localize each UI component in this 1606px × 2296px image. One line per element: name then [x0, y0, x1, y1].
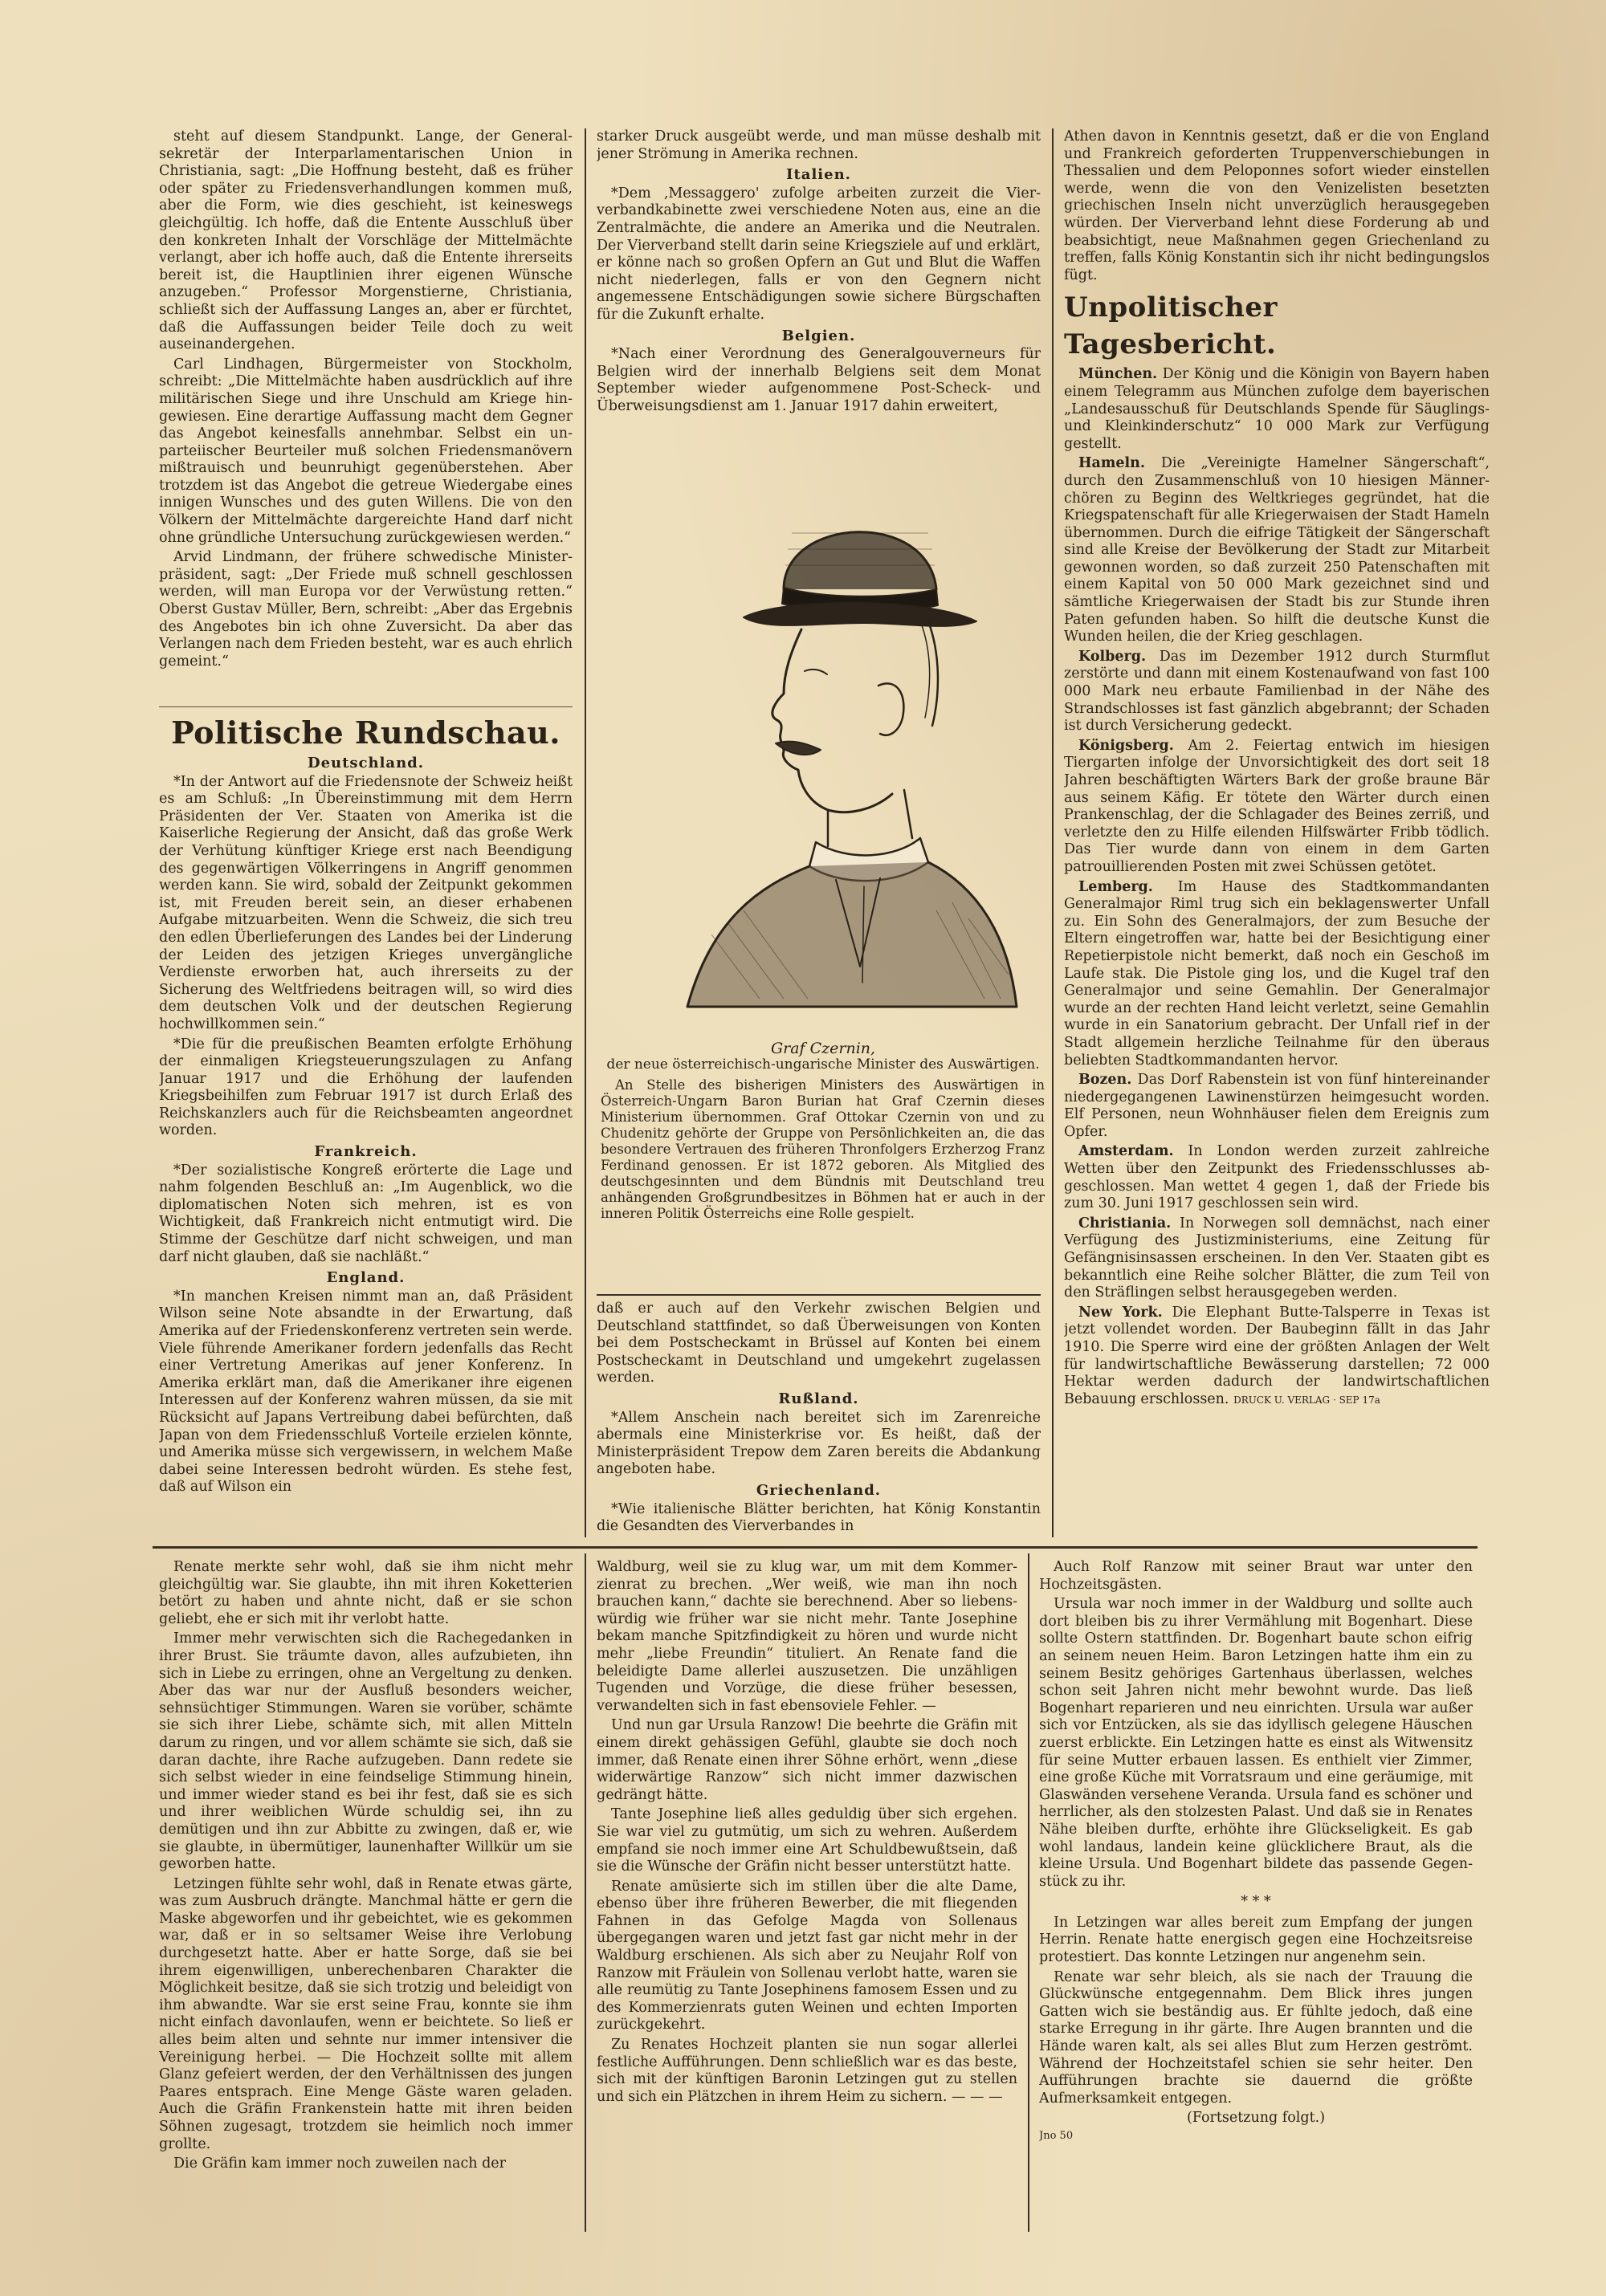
column-rule-lower-left — [585, 1553, 586, 2232]
caption-name: Graf Czernin, — [770, 1040, 876, 1057]
middle-column-bottom — [597, 1301, 1041, 1541]
right-column-top — [1064, 128, 1490, 1541]
section-russland: Rußland. — [778, 1390, 859, 1407]
novel-paragraph: Letzingen fühlte sehr wohl, daß in Renate etwas gärte, was zum Ausbruch drängte. Manchmal hätte er gern die Maske abgeworfen und ihr gebeichtet, wie es gekommen war, daß er in so seltsamer Weise ihre Verlobung durchgesetzt hatte. Aber er hatte Sorge, daß sie bei ihrem eigenwilligen, unberechenbaren Charakter die Möglichkeit besitze, daß sie sich trotzig und beleidigt von ihm abwandte. War sie erst seine Frau, konnte sie ihm nicht einfach davonlaufen, wenn er beichtete. So ließ er alles beim alten und sehnte nur immer intensiver die Vereinigung herbei. — Die Hochzeit sollte mit allem Glanz gefeiert werden, der den Verhältnissen des jungen Paares entsprach. Eine Menge Gäste waren geladen. Auch die Gräfin Frankenstein hatte mit ihren beiden Söhnen zugesagt, trotzdem sie heimlich noch immer grollte. — [159, 1875, 573, 2152]
news-place: Lemberg. — [1078, 878, 1153, 895]
article-paragraph: *Wie italienische Blätter berichten, hat König Konstantin die Gesandten des Vierverbandes in — [597, 1500, 1041, 1535]
section-divider — [153, 1546, 1478, 1549]
article-paragraph: daß er auch auf den Verkehr zwischen Belgien und Deutschland stattfindet, so daß Überweisungen von Konten bei dem Postscheckamt in Brüssel auf Konten bei einem Postscheckamt in Deutschland und umgekehrt zugelassen werden. — [597, 1301, 1041, 1386]
left-rule — [159, 706, 573, 707]
caption-title: der neue österreichisch-ungarische Minister des Auswärtigen. — [606, 1056, 1040, 1073]
news-text: Im Hause des Stadtkommandanten Generalmajor Riml trug sich ein beklagenswerter Unfall zu. Ein Sohn des Generalmajors, der zum Besuche der Eltern eingetroffen war, hatte bei der Besichtigung einer Repetierpistole nicht bemerkt, daß noch ein Geschoß im Laufe stak. Die Pistole ging los, und die Kugel traf den Generalmajor und seine Gemahlin. Der Generalmajor wurde an der rechten Hand leicht verletzt, seine Gemahlin wurde in ein Sanatorium gebracht. Der Unfall rief in der Stadt allgemein herzliche Teilnahme für den überaus beliebten Stadtkommandanten hervor. — [1064, 878, 1490, 1069]
section-england: England. — [326, 1269, 406, 1287]
news-text: Die Elephant Butte-Talsperre in Texas ist jetzt vollendet worden. Der Baubeginn fällt in das Jahr 1910. Die Sperre wird eine der größten Anlagen der Welt für landwirtschaftliche Bewässerung darstellen; 72 000 Hektar werden dadurch der landwirtschaftlichen Bebauung erschlossen. — [1064, 1304, 1490, 1407]
portrait-graf-czernin — [663, 485, 1036, 1037]
article-paragraph: *Der sozialistische Kongreß erörterte die Lage und nahm folgenden Beschluß an: „Im Augenblick, wo die diplomatischen Noten sich mehren, ist es von Wichtigkeit, daß Frankreich nicht entmutigt wird. Die Stimme der Geschütze darf nicht schweigen, und man darf nicht glauben, daß sie nachläßt.“ — [159, 1162, 573, 1265]
left-column-top — [159, 128, 573, 700]
news-text: Das im Dezember 1912 durch Sturmflut zerstörte und dann mit einem Kostenaufwand von fast 100 000 Mark neu erbaute Familienbad in der Nähe des Strandschlosses ist fast gänzlich abgebrannt; der Schaden ist durch Versicherung gedeckt. — [1064, 648, 1490, 735]
article-paragraph: Arvid Lindmann, der frühere schwedische Ministerpräsident, sagt: „Der Friede muß schnell geschlossen werden, will man Europa vor der Verwüstung retten.“ Oberst Gustav Müller, Bern, schreibt: „Aber das Ergebnis des Angebotes bin ich ohne Zuversicht. Da aber das Verlangen nach dem Frieden besteht, war es auch ehrlich gemeint.“ — [159, 549, 573, 670]
news-text: In London werden zurzeit zahlreiche Wetten über den Zeitpunkt des Friedensschlusses abgeschlossen. Man wettet 4 gegen 1, daß der Friede bis zum 30. Juni 1917 geschlossen sein wird. — [1064, 1143, 1490, 1212]
news-place: München. — [1078, 366, 1158, 383]
footnote: Jno 50 — [1039, 2130, 1074, 2142]
imprint: DRUCK U. VERLAG · SEP 17a — [1233, 1394, 1380, 1406]
novel-column-3 — [1039, 1559, 1473, 2233]
section-deutschland: Deutschland. — [307, 755, 425, 771]
news-place: Bozen. — [1078, 1072, 1132, 1089]
article-paragraph: *In der Antwort auf die Friedensnote der Schweiz heißt es am Schluß: „In Übereinstimmung mit dem Herrn Präsidenten der Ver. Staaten von Amerika ist die Kaiserliche Regierung der Ansicht, daß das große Werk der Verhütung künftiger Kriege erst nach Beendigung des gegenwärtigen Völkerringens in Angriff genommen werden kann. Sie wird, sobald der Zeitpunkt gekommen ist, mit Freuden bereit sein, an dieser erhabenen Aufgabe mitzuarbeiten. Wenn die Schweiz, die sich treu den edlen Überlieferungen des Landes bei der Linderung der Leiden des jetzigen Krieges unvergängliche Verdienste erworben hat, auch ihrerseits zu der Sicherung des Weltfriedens beitragen will, so wird dies dem deutschen Volk und der deutschen Regierung hochwillkommen sein.“ — [159, 773, 573, 1032]
article-paragraph: *Allem Anschein nach bereitet sich im Zarenreiche abermals eine Ministerkrise vor. Es heißt, daß der Ministerpräsident Trepow dem Zaren bereits die Abdankung angeboten habe. — [597, 1409, 1041, 1478]
article-paragraph: *Nach einer Verordnung des Generalgouverneurs für Belgien wird der innerhalb Belgiens seit dem Monat September wieder aufgenommene Post-Scheck- und Überweisungsdienst am 1. Januar 1917 dahin erweitert, — [597, 346, 1041, 414]
section-frankreich: Frankreich. — [314, 1143, 418, 1161]
news-text: In Norwegen soll demnächst, nach einer Verfügung des Justizministeriums, eine Zeitung für Gefängnisinsassen erscheinen. In den Ver. Staaten gibt es bekanntlich eine Reihe solcher Blätter, die zum Teil von den Sträflingen selbst herausgegeben werden. — [1064, 1215, 1490, 1301]
news-text: Der König und die Königin von Bayern haben einem Telegramm aus München zufolge dem bayerischen „Landesausschuß für Deutschlands Spende für Säuglings- und Kleinkinderschutz“ 10 000 Mark zur Verfügung gestellt. — [1064, 366, 1490, 452]
news-text: Die „Vereinigte Hamelner Sängerschaft“, durch den Zusammenschluß von 10 hiesigen Männerchören zu Beginn des Weltkrieges gegründet, hat die Kriegspatenschaft für alle Kriegerwaisen der Stadt Hameln übernommen. Durch die eifrige Tätigkeit der Sängerschaft sind alle Kreise der Bevölkerung der Stadt zur Mitarbeit gewonnen worden, so daß zurzeit 250 Patenschaften mit einem Kapital von 50 000 Mark gezeichnet sind und sämtliche Kriegerwaisen der Stadt bis zur Stunde ihren Paten gefunden haben. So hilft die deutsche Kunst die Wunden heilen, die der Krieg geschlagen. — [1064, 455, 1490, 645]
novel-paragraph: Renate merkte sehr wohl, daß sie ihm nicht mehr gleichgültig war. Sie glaubte, ihn mit ihren Koketterien betört zu haben und ahnte nicht, daß er sie schon geliebt, ehe er sich mit ihr verlobt hatte. — [159, 1559, 573, 1627]
novel-paragraph: Waldburg, weil sie zu klug war, um mit dem Kommerzienrat zu brechen. „Wer weiß, wie man ihn noch brauchen kann,“ dachte sie berechnend. Aber so liebenswürdig wie früher war sie nicht mehr. Tante Josephine bekam manche Spitzfindigkeit zu hören und wurde nicht mehr „liebe Freundin“ tituliert. An Renate fand die beleidigte Dame allerlei auszusetzen. Die unzähligen Tugenden und Vorzüge, die diese früher besessen, verwandelten sich in fast ebensoviele Fehler. — — [597, 1559, 1017, 1714]
novel-paragraph: Ursula war noch immer in der Waldburg und sollte auch dort bleiben bis zu ihrer Vermählung mit Bogenhart. Diese sollte Ostern stattfinden. Dr. Bogenhart baute schon eifrig an seinem neuen Heim. Baron Letzingen hatte ihm ein zu seinem Besitz gehöriges Gartenhaus überlassen, welches schon seit Jahren nicht mehr bewohnt wurde. Das ließ Bogenhart reparieren und neu einrichten. Ursula war außer sich vor Entzücken, als sie das idyllisch gelegene Häuschen zuerst erblickte. Ein Letzingen hatte es einst als Witwensitz für seine Mutter erbauen lassen. Es enthielt vier Zimmer, eine große Küche mit Vorratsraum und eine geräumige, mit Glaswänden versehene Veranda. Ursula fand es schöner und herrlicher, als den stolzesten Palast. Und daß sie in Renates Nähe bleiben durfte, erhöhte ihre Glückseligkeit. Es gab wohl landaus, landein keine glücklichere Braut, als die kleine Ursula. Und Bogenhart bildete das passende Gegenstück zu ihr. — [1039, 1596, 1473, 1890]
news-place: Königsberg. — [1078, 737, 1174, 754]
news-place: New York. — [1078, 1304, 1163, 1321]
caption-text — [601, 1077, 1045, 1224]
novel-paragraph: Renate war sehr bleich, als sie nach der Trauung die Glückwünsche entgegennahm. Dem Blick ihres jungen Gatten wich sie beständig aus. Er fühlte jedoch, daß eine starke Erregung in ihr gärte. Ihre Augen brannten und die Hände waren kalt, als sei alles Blut zum Herzen geströmt. Während der Hochzeitstafel schien sie sehr heiter. Den Aufführungen brachte sie dauernd die größte Aufmerksamkeit entgegen. — [1039, 1968, 1473, 2107]
middle-column-top — [597, 128, 1041, 482]
news-item — [1064, 366, 1490, 453]
novel-paragraph: Zu Renates Hochzeit planten sie nun sogar allerlei festliche Aufführungen. Denn schließlich war es das beste, sich mit der künftigen Baronin Letzingen gut zu stellen und sich ein Plätzchen in ihrem Heim zu sichern. — — — — [597, 2037, 1017, 2105]
article-paragraph: *Dem ‚Messaggero' zufolge arbeiten zurzeit die Vierverbandkabinette zwei verschiedene Noten aus, eine an die Zentralmächte, die andere an Amerika und die Neutralen. Der Vierverband stellt darin seine Kriegsziele auf und erklärt, er könne nach so großen Opfern an Gut und Blut die Waffen nicht niederlegen, falls er von den Gegnern nicht angemessene Entschädigungen sowie sichere Bürgschaften für die Zukunft erhalte. — [597, 185, 1041, 323]
news-item — [1064, 1305, 1490, 1410]
news-place: Christiania. — [1078, 1215, 1172, 1231]
caption-bottom-rule — [597, 1294, 1041, 1296]
section-griechenland: Griechenland. — [756, 1481, 882, 1499]
novel-paragraph: Tante Josephine ließ alles geduldig über sich ergehen. Sie war viel zu gutmütig, um sich zu wehren. Außerdem empfand sie noch immer eine Art Schuldbewußtsein, daß sie die Wünsche der Gräfin nicht besser unterstützt hatte. — [597, 1806, 1017, 1875]
news-item — [1064, 455, 1490, 646]
article-paragraph: *In manchen Kreisen nimmt man an, daß Präsident Wilson seine Note absandte in der Erwartung, daß Amerika auf der Friedenskonferenz vertreten sein werde. Viele führende Amerikaner fordern jedenfalls das Recht einer Vertretung Amerikas auf jener Konferenz. In Amerika erklärt man, daß die Amerikaner ihre eigenen Interessen auf der Konferenz wahren müssen, da sie mit Rücksicht auf Japans Vertreibung dabei befürchten, daß Japan von dem Friedensschluß Vorteile erzielen könnte, und Amerika müsse sich vergewissern, in welchem Maße dabei seine Interessen bedroht würden. Es stehe fest, daß auf Wilson ein — [159, 1288, 573, 1496]
news-text: Das Dorf Rabenstein ist von fünf hintereinander niedergegangenen Lawinenstürzen heimgesucht worden. Elf Personen, neun Wohnhäuser fielen dem Ereignis zum Opfer. — [1064, 1072, 1490, 1140]
section-belgien: Belgien. — [781, 327, 856, 344]
politische-rundschau — [159, 711, 573, 1542]
news-place: Amsterdam. — [1078, 1143, 1174, 1160]
news-item — [1064, 879, 1490, 1070]
section-stars: * * * — [1241, 1894, 1271, 1911]
column-rule-upper-right — [1052, 128, 1054, 1537]
novel-column-1 — [159, 1559, 573, 2233]
tagesbericht-heading: Unpolitischer Tagesbericht. — [1064, 291, 1278, 361]
column-rule-lower-right — [1028, 1553, 1029, 2232]
news-item — [1064, 649, 1490, 735]
column-rule-upper-left — [585, 128, 586, 1537]
article-paragraph: steht auf diesem Standpunkt. Lange, der Generalsekretär der Interparlamentarischen Union in Christiania, sagt: „Die Hoffnung besteht, daß es früher oder später zu Friedensverhandlungen kommen muß, aber die Form, wie dies geschieht, ist keineswegs gleichgültig. Ich hoffe, daß die Entente Ausschluß über den konkreten Inhalt der Vorschläge der Mittelmächte verlangt, aber ich hoffe auch, daß die Entente ihrerseits bereit ist, die Hauptlinien ihrer eigenen Wünsche anzugeben.“ Professor Morgenstierne, Christiania, schließt sich der Auffassung Langes an, aber er fürchtet, daß die Auffassungen beider Teile doch zu weit auseinandergehen. — [159, 128, 573, 353]
news-item — [1064, 1072, 1490, 1141]
news-item — [1064, 1215, 1490, 1302]
novel-paragraph: Renate amüsierte sich im stillen über die alte Dame, ebenso über ihre früheren Bewerber, die mit fliegenden Fahnen in das Gefolge Magda von Sollenaus übergegangen waren und jetzt fast gar nicht mehr in der Waldburg erschienen. Als sich aber zu Neujahr Rolf von Ranzow mit Fräulein von Sollenau verlobt hatte, waren sie alle reumütig zu Tante Josephinens famosem Essen und zu des Kommerzienrats guten Weinen und echten Importen zurückgekehrt. — [597, 1878, 1017, 2033]
novel-paragraph: Die Gräfin kam immer noch zuweilen nach der — [173, 2156, 507, 2172]
caption-paragraph: An Stelle des bisherigen Ministers des Auswärtigen in Österreich-Ungarn Baron Burian hat Graf Czernin dieses Ministerium übernommen. Graf Ottokar Czernin von und zu Chudenitz gehörte der Gruppe von Persönlichkeiten an, die das besondere Vertrauen des früheren Thronfolgers Erzherzog Franz Ferdinand genossen. Er ist 1872 geboren. Als Mitglied des deutschgesinnten und dem Bündnis mit Deutschland treu anhängenden Großgrundbesitzes in Böhmen hat er auch in der inneren Politik Österreichs eine Rolle gespielt. — [601, 1077, 1045, 1221]
novel-paragraph: Auch Rolf Ranzow mit seiner Braut war unter den Hochzeitsgästen. — [1039, 1559, 1473, 1593]
article-paragraph: Athen davon in Kenntnis gesetzt, daß er die von England und Frankreich geforderten Truppenverschiebungen in Thessalien und dem Peloponnes sofort wieder einstellen werde, wenn die von den Venizelisten besetzten griechischen Inseln nicht unverzüglich herausgegeben würden. Der Vierverband lehnt diese Forderung ab und beabsichtigt, neue Maßnahmen gegen Griechenland zu treffen, falls König Konstantin sich ihr nicht bedingungslos fügt. — [1064, 128, 1490, 283]
novel-paragraph: In Letzingen war alles bereit zum Empfang der jungen Herrin. Renate hatte energisch gegen eine Hochzeitsreise protestiert. Das konnte Letzingen nur angenehm sein. — [1039, 1914, 1473, 1966]
novel-paragraph: Und nun gar Ursula Ranzow! Die beehrte die Gräfin mit einem direkt gehässigen Gefühl, glaubte sie doch noch immer, daß Renate einen ihrer Söhne erhört, wenn „diese widerwärtige Ranzow“ sich nicht immer dazwischen gedrängt hätte. — [597, 1717, 1017, 1803]
rundschau-heading: Politische Rundschau. — [171, 714, 560, 751]
portrait-caption — [598, 1040, 1048, 1224]
article-paragraph: starker Druck ausgeübt werde, und man müsse deshalb mit jener Strömung in Amerika rechnen. — [597, 128, 1041, 162]
news-place: Kolberg. — [1078, 648, 1147, 665]
continuation-note: (Fortsetzung folgt.) — [1186, 2110, 1326, 2127]
article-paragraph: Carl Lindhagen, Bürgermeister von Stockholm, schreibt: „Die Mittelmächte haben ausdrücklich auf ihre militärischen Siege und ihre Unschuld am Kriege hingewiesen. Eine derartige Auffassung macht dem Gegner das Angebot keinesfalls annehmbar. Selbst ein unparteiischer Beurteiler muß solchen Friedensmanövern mißtrauisch und beunruhigt gegenüberstehen. Aber trotzdem ist das Angebot die getreue Wiedergabe eines innigen Wunsches und des guten Willens. Die von den Völkern der Mittelmächte dargereichte Hand darf nicht ohne gründliche Untersuchung zurückgewiesen werden.“ — [159, 356, 573, 546]
news-item — [1064, 738, 1490, 877]
news-text: Am 2. Feiertag entwich im hiesigen Tiergarten infolge der Unvorsichtigkeit des dort seit 18 Jahren beschäftigten Wärters Bark der große braune Bär aus seinem Käfig. Er tötete den Wärter durch einen Prankenschlag, der die Schlagader des Beines zerriß, und verletzte den zu Hilfe eilenden Hilfswärter Fribb tödlich. Das Tier wurde dann von einem in dem Garten patrouillierenden Posten mit zwei Schüssen getötet. — [1064, 737, 1490, 875]
news-item — [1064, 1143, 1490, 1212]
article-paragraph: *Die für die preußischen Beamten erfolgte Erhöhung der einmaligen Kriegsteuerungszulagen zu Anfang Januar 1917 und die Erhöhung der laufenden Kriegsbeihilfen zum Februar 1917 ist durch Erlaß des Reichskanzlers auch für die Reichsbeamten angeordnet worden. — [159, 1036, 573, 1139]
novel-paragraph: Immer mehr verwischten sich die Rachegedanken in ihrer Brust. Sie träumte davon, alles aufzubieten, ihn sich in Liebe zu erringen, ohne an Vergeltung zu denken. Aber das war nur der Ausfluß besonders weicher, sehnsüchtiger Stimmungen. Waren sie vorüber, schämte sie sich ihrer Liebe, schämte sich, mit allen Mitteln darum zu ringen, und vor allem schämte sie sich, daß sie daran dachte, ihre Rache aufzugeben. Dann redete sie sich selbst wieder in eine feindselige Stimmung hinein, und immer wieder stand es bei ihr fest, daß sie es sich und ihrer weiblichen Würde schuldig sei, ihn zu demütigen und ihn zur Abbitte zu zwingen, daß er, wie sie glaubte, in übermütiger, launenhafter Willkür um sie geworben hatte. — [159, 1630, 573, 1873]
section-italien: Italien. — [786, 166, 851, 184]
novel-column-2 — [597, 1559, 1017, 2233]
news-place: Hameln. — [1078, 455, 1145, 472]
